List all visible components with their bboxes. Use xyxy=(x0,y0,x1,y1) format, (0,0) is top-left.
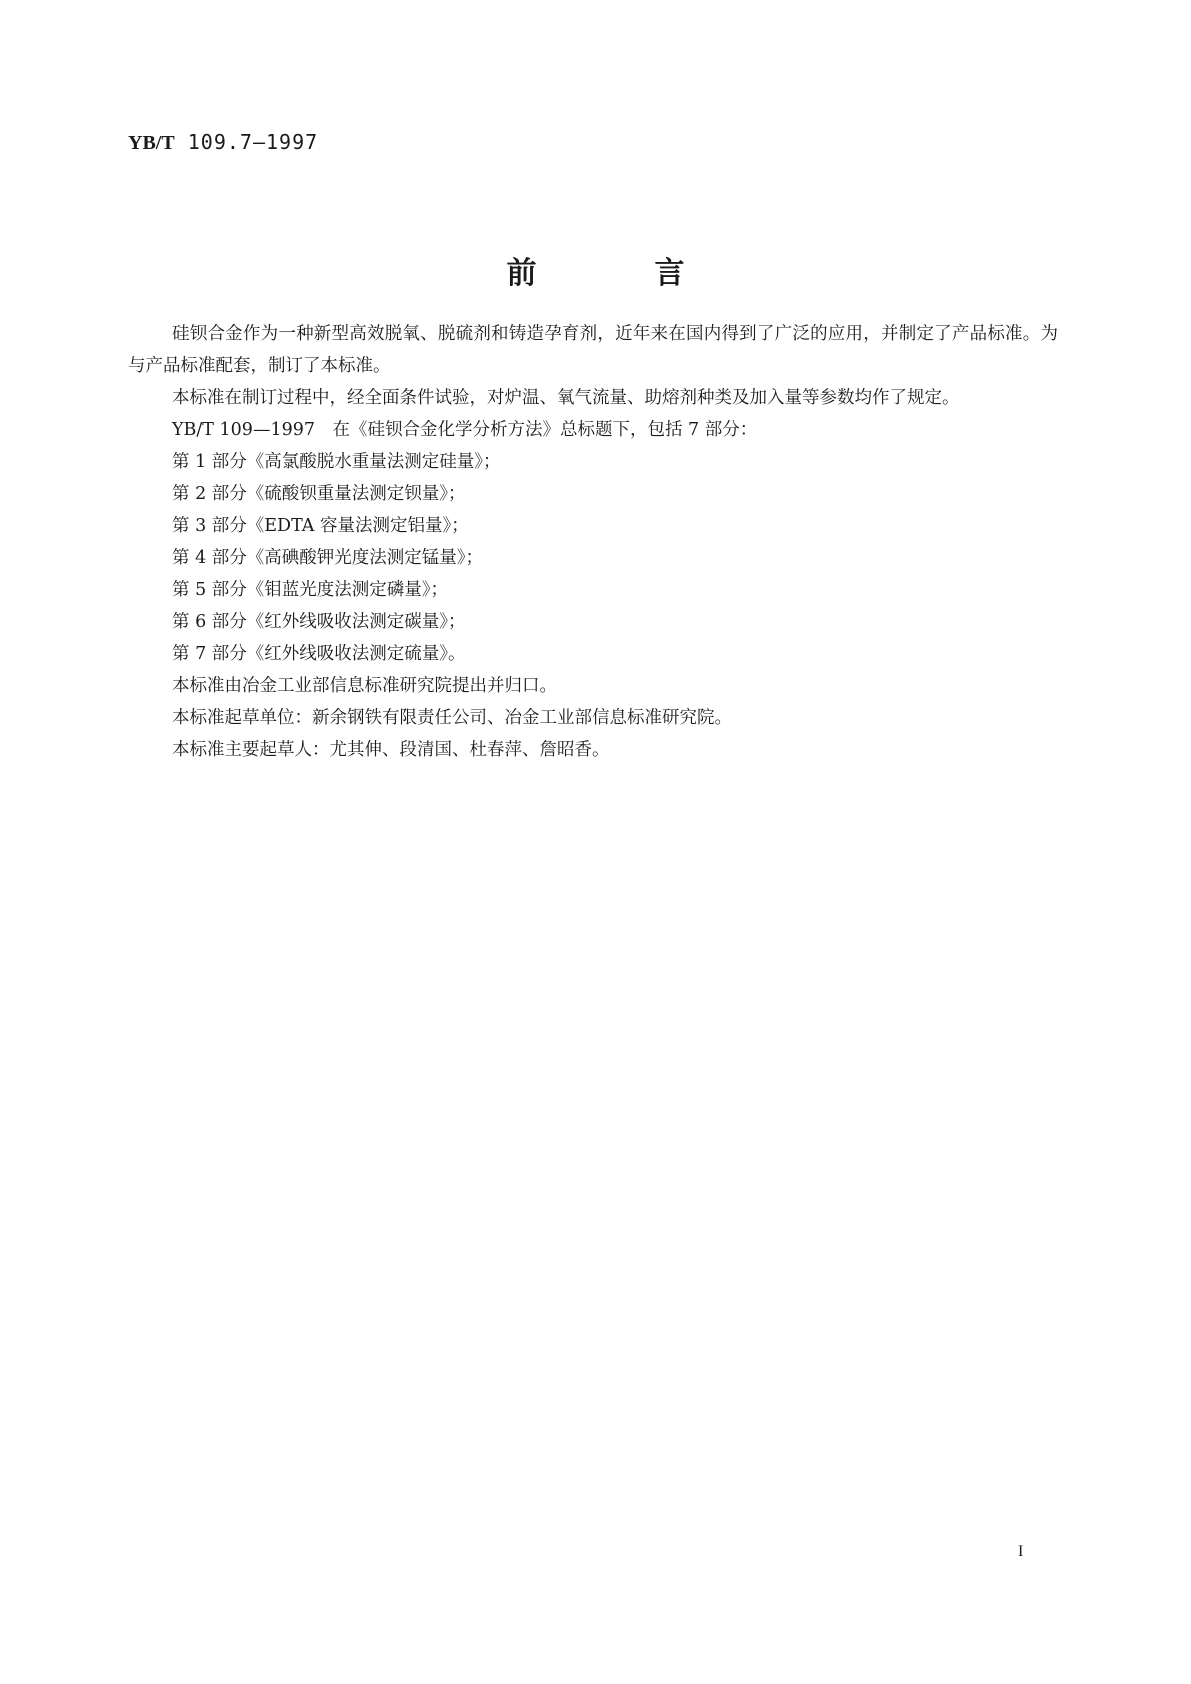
page-number: I xyxy=(1018,1543,1024,1560)
paragraph: 本标准在制订过程中，经全面条件试验，对炉温、氧气流量、助熔剂种类及加入量等参数均作了规定。 xyxy=(172,388,960,408)
foreword-body xyxy=(128,318,1058,766)
standard-code-prefix: YB/T xyxy=(128,132,175,154)
page-title-right: 言 xyxy=(654,256,685,291)
list-item: 第 1 部分《高氯酸脱水重量法测定硅量》； xyxy=(172,452,501,472)
paragraph: 本标准由冶金工业部信息标准研究院提出并归口。 xyxy=(172,676,557,696)
list-item: 第 6 部分《红外线吸收法测定碳量》； xyxy=(172,612,466,632)
paragraph: 本标准起草单位：新余钢铁有限责任公司、冶金工业部信息标准研究院。 xyxy=(172,708,732,728)
list-item: 第 4 部分《高碘酸钾光度法测定锰量》； xyxy=(172,548,484,568)
standard-code-header xyxy=(128,130,318,155)
list-item: 第 2 部分《硫酸钡重量法测定钡量》； xyxy=(172,484,466,504)
list-item: 第 5 部分《钼蓝光度法测定磷量》； xyxy=(172,580,449,600)
paragraph: 硅钡合金作为一种新型高效脱氧、脱硫剂和铸造孕育剂，近年来在国内得到了广泛的应用，并制定了产品标准。为与产品标准配套，制订了本标准。 xyxy=(128,324,1058,376)
paragraph: 本标准主要起草人：尤其伸、段清国、杜春萍、詹昭香。 xyxy=(172,740,610,760)
paragraph: YB/T 109—1997 在《硅钡合金化学分析方法》总标题下，包括 7 部分： xyxy=(172,420,758,440)
page-title xyxy=(0,248,1191,292)
list-item: 第 7 部分《红外线吸收法测定硫量》。 xyxy=(172,644,466,664)
list-item: 第 3 部分《EDTA 容量法测定铝量》； xyxy=(172,516,469,536)
page-title-left: 前 xyxy=(506,256,537,291)
standard-code-number: 109.7—1997 xyxy=(187,130,319,154)
